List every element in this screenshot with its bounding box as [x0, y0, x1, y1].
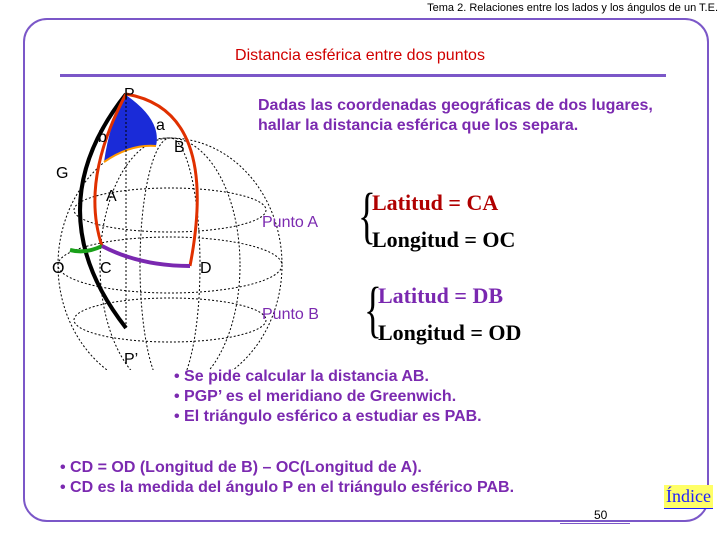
- point-b-label: Punto B: [262, 306, 319, 323]
- bullet-item: • CD = OD (Longitud de B) – OC(Longitud de A).: [60, 459, 422, 476]
- bullet-list: [174, 367, 482, 427]
- latitude-label: Latitud: [372, 190, 443, 215]
- bullet-item: • PGP’ es el meridiano de Greenwich.: [174, 388, 457, 405]
- point-a-latitude: Latitud = CA: [372, 190, 499, 215]
- label-p-prime: P’: [124, 351, 139, 368]
- label-b-point: B: [174, 139, 185, 156]
- point-b-brace: {: [363, 276, 382, 344]
- point-a-longitude: Longitud = OC: [372, 227, 516, 252]
- longitude-value: OC: [482, 227, 516, 252]
- equator-segment-cd: [102, 246, 190, 266]
- index-link-button[interactable]: Índice: [664, 485, 713, 509]
- label-b-side: b: [98, 129, 107, 146]
- latitude-value: DB: [472, 283, 504, 308]
- footer-divider: [560, 523, 630, 524]
- bullet-item: • El triángulo esférico a estudiar es PAB.: [174, 408, 482, 425]
- sphere-outline: [58, 138, 282, 370]
- latitude-label: Latitud: [378, 283, 449, 308]
- point-b-longitude: Longitud = OD: [378, 320, 522, 345]
- longitude-value: OD: [488, 320, 522, 345]
- point-a-brace: {: [357, 182, 376, 250]
- spherical-triangle-fill: [104, 95, 157, 162]
- label-a-point: A: [106, 188, 117, 205]
- bullet-list-2: [60, 458, 514, 498]
- page-number: 50: [594, 508, 608, 522]
- longitude-label: Longitud: [378, 320, 465, 345]
- point-a-label: Punto A: [262, 214, 319, 231]
- bullet-item: • Se pide calcular la distancia AB.: [174, 368, 429, 385]
- label-g: G: [56, 165, 69, 182]
- intro-text: Dadas las coordenadas geográficas de dos lugares, hallar la distancia esférica que los separa.: [258, 97, 653, 134]
- label-a-side: a: [156, 117, 165, 134]
- longitude-label: Longitud: [372, 227, 459, 252]
- header-title: Tema 2. Relaciones entre los lados y los ángulos de un T.E.: [427, 2, 718, 14]
- parallel-lower: [74, 298, 266, 342]
- parallel-upper: [74, 188, 266, 232]
- label-d: D: [200, 260, 212, 277]
- label-o: O: [52, 260, 65, 277]
- label-c: C: [100, 260, 112, 277]
- latitude-value: CA: [466, 190, 499, 215]
- label-p: P: [124, 86, 135, 103]
- bullet-item: • CD es la medida del ángulo P en el triángulo esférico PAB.: [60, 479, 515, 496]
- point-b-latitude: Latitud = DB: [378, 283, 504, 308]
- slide-title: Distancia esférica entre dos puntos: [235, 47, 485, 64]
